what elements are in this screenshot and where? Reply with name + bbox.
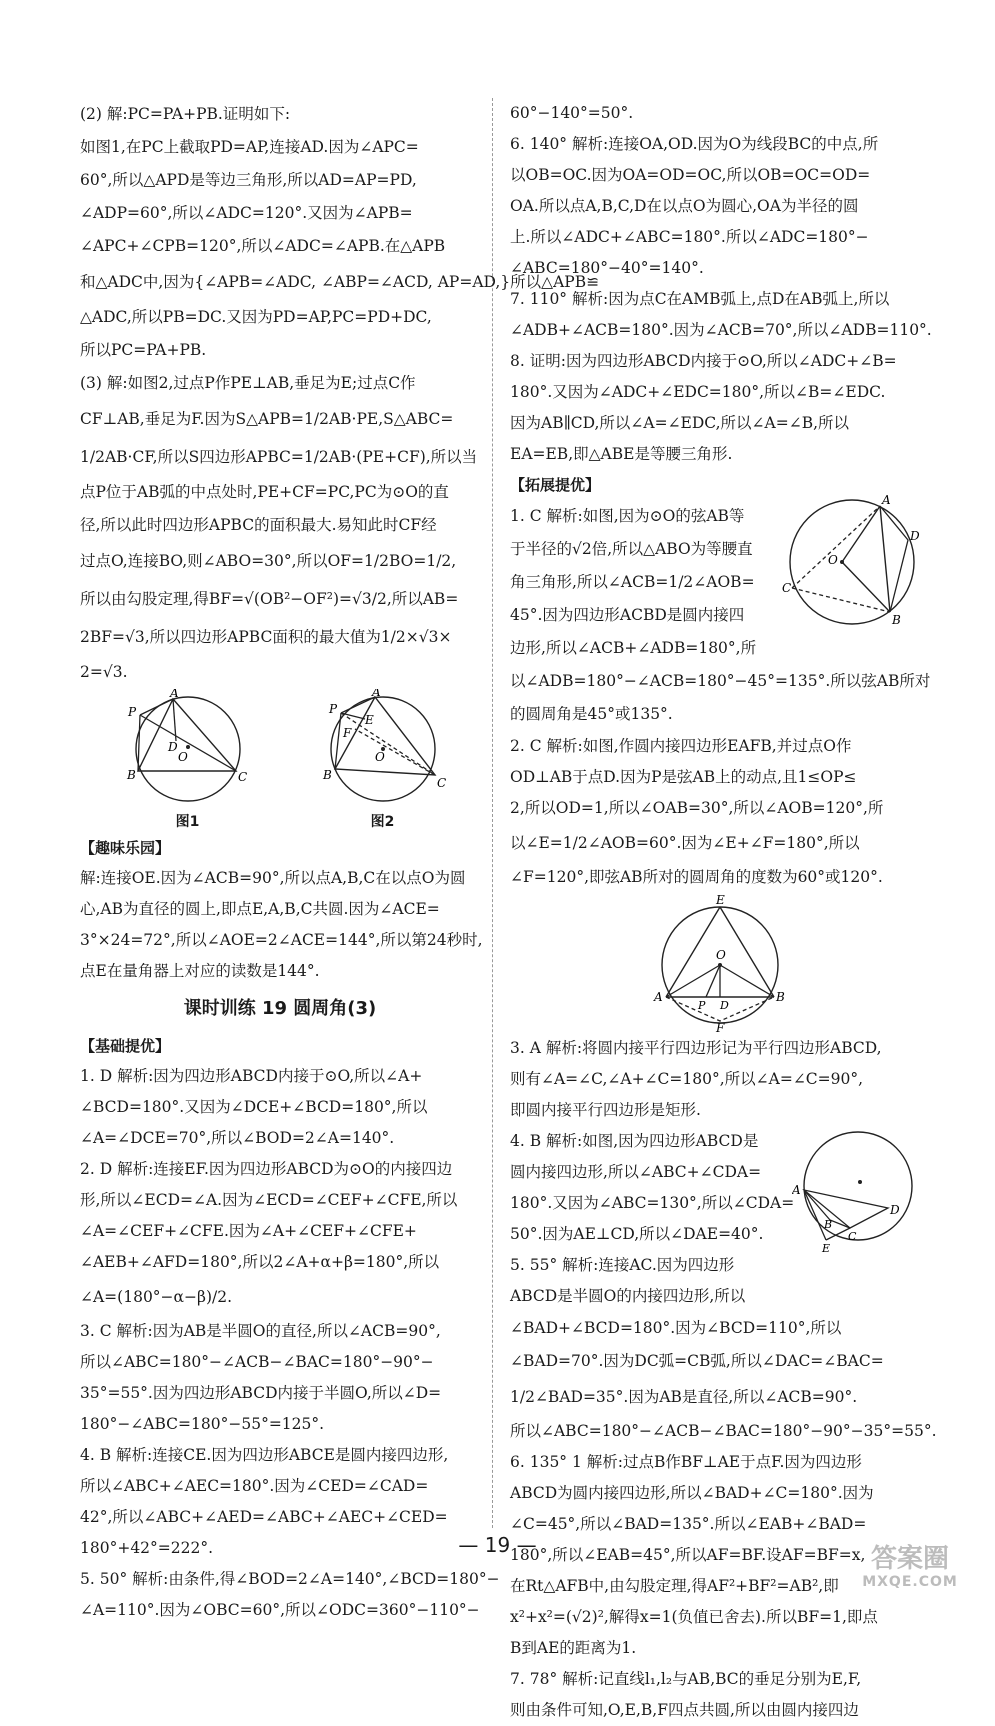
section-heading-basic: 【基础提优】 (80, 1037, 171, 1055)
page-number: — 19 — (458, 1533, 537, 1557)
svg-text:B: B (126, 768, 136, 782)
text-line: ∠BAD=70°.因为DC弧=CB弧,所以∠DAC=∠BAC= (510, 1352, 884, 1370)
figure-2-caption: 图2 (370, 814, 395, 830)
svg-text:A: A (882, 493, 891, 507)
text-line: 所以由勾股定理,得BF=√(OB²−OF²)=√3/2,所以AB= (80, 590, 459, 608)
text-line: B到AE的距离为1. (510, 1639, 637, 1657)
svg-text:C: C (782, 581, 792, 595)
text-line: 1/2∠BAD=35°.因为AB是直径,所以∠ACB=90°. (510, 1388, 858, 1406)
text-line: △ADC,所以PB=DC.又因为PD=AP,PC=PD+DC, (80, 308, 432, 326)
figure-1 (118, 689, 258, 833)
text-line: 圆内接四边形,所以∠ABC+∠CDA= (510, 1163, 762, 1181)
svg-text:B: B (824, 1218, 833, 1231)
svg-text:P: P (127, 705, 136, 719)
text-line: ∠A=∠CEF+∠CFE.因为∠A+∠CEF+∠CFE+ (80, 1222, 417, 1240)
text-line: ∠C=45°,所以∠BAD=135°.所以∠EAB+∠BAD= (510, 1515, 867, 1533)
svg-text:A: A (792, 1183, 801, 1197)
problem-e4-e5 (510, 1126, 928, 1312)
text-line: EA=EB,即△ABE是等腰三角形. (510, 445, 733, 463)
text-line: 5. 50° 解析:由条件,得∠BOD=2∠A=140°,∠BCD=180°− (80, 1570, 500, 1588)
svg-text:C: C (237, 770, 247, 784)
text-line: 60°,所以△APD是等边三角形,所以AD=AP=PD, (80, 171, 417, 189)
svg-text:C: C (848, 1230, 857, 1243)
text-line: 2=√3. (80, 663, 128, 681)
text-line: 过点O,连接BO,则∠ABO=30°,所以OF=1/2BO=1/2, (80, 552, 457, 570)
svg-text:E: E (716, 893, 725, 907)
svg-text:O: O (716, 948, 726, 962)
svg-text:E: E (364, 713, 374, 727)
text-line: ∠AEB+∠AFD=180°,所以2∠A+α+β=180°,所以 (80, 1253, 440, 1271)
text-line: 所以∠ABC=180°−∠ACB−∠BAC=180°−90°− (80, 1353, 434, 1371)
text-line: 则由条件可知,O,E,B,F四点共圆,所以由圆内接四边 (510, 1701, 859, 1719)
figure-1-diagram (118, 689, 258, 807)
svg-text:A: A (654, 990, 663, 1004)
lesson-title: 课时训练 19 圆周角(3) (183, 998, 377, 1019)
text-line: 1/2AB·CF,所以S四边形APBC=1/2AB·(PE+CF),所以当 (80, 448, 478, 466)
svg-text:O: O (374, 750, 385, 764)
svg-text:B: B (892, 613, 901, 627)
text-line: 则有∠A=∠C,∠A+∠C=180°,所以∠A=∠C=90°, (510, 1070, 864, 1088)
figures-row (90, 689, 480, 833)
svg-text:O: O (177, 750, 188, 764)
text-line: 6. 135° 1 解析:过点B作BF⊥AE于点F.因为四边形 (510, 1453, 862, 1471)
svg-text:C: C (436, 776, 446, 790)
svg-text:O: O (828, 553, 838, 567)
text-line: 180°−∠ABC=180°−55°=125°. (80, 1415, 325, 1433)
text-line: 点P位于AB弧的中点处时,PE+CF=PC,PC为⊙O的直 (80, 483, 449, 501)
svg-text:D: D (910, 529, 920, 543)
text-line: 角三角形,所以∠ACB=1/2∠AOB= (510, 573, 755, 591)
text-line: 3. A 解析:将圆内接平行四边形记为平行四边形ABCD, (510, 1039, 882, 1057)
text-line: ABCD为圆内接四边形,所以∠BAD+∠C=180°.因为 (510, 1484, 874, 1502)
text-line: 解:连接OE.因为∠ACB=90°,所以点A,B,C在以点O为圆 (80, 869, 466, 887)
watermark-title: 答案圈 (870, 1544, 949, 1574)
text-line: 即圆内接平行四边形是矩形. (510, 1101, 701, 1119)
right-column (510, 98, 937, 1726)
text-line: 42°,所以∠ABC+∠AED=∠ABC+∠AEC+∠CED= (80, 1508, 448, 1526)
text-line: 6. 140° 解析:连接OA,OD.因为O为线段BC的中点,所 (510, 135, 879, 153)
svg-text:D: D (720, 999, 729, 1012)
text-line: 3°×24=72°,所以∠AOE=2∠ACE=144°,所以第24秒时, (80, 931, 483, 949)
text-line: ABCD是半圆O的内接四边形,所以 (510, 1287, 746, 1305)
svg-text:F: F (342, 726, 351, 740)
svg-text:E: E (822, 1242, 831, 1255)
text-line: 180°.又因为∠ABC=130°,所以∠CDA= (510, 1194, 795, 1212)
text-line: 以OB=OC.因为OA=OD=OC,所以OB=OC=OD= (510, 166, 871, 184)
text-line: 以∠ADB=180°−∠ACB=180°−45°=135°.所以弦AB所对 (510, 672, 931, 690)
svg-text:B: B (322, 768, 332, 782)
text-line: 于半径的√2倍,所以△ABO为等腰直 (510, 540, 753, 558)
text-line: 180°,所以∠EAB=45°,所以AF=BF.设AF=BF=x, (510, 1546, 866, 1564)
text-line: ∠A=(180°−α−β)/2. (80, 1288, 233, 1306)
figure-e4-diagram (792, 1128, 924, 1256)
svg-text:F: F (716, 1021, 725, 1033)
figure-e2-diagram (650, 893, 790, 1033)
text-line: 形,所以∠ECD=∠A.因为∠ECD=∠CEF+∠CFE,所以 (80, 1191, 458, 1209)
text-line: 上.所以∠ADC+∠ABC=180°.所以∠ADC=180°− (510, 228, 869, 246)
text-line: 5. 55° 解析:连接AC.因为四边形 (510, 1256, 735, 1274)
text-line: 3. C 解析:因为AB是半圆O的直径,所以∠ACB=90°, (80, 1322, 441, 1340)
figure-2 (313, 689, 453, 833)
text-line: 和△ADC中,因为{∠APB=∠ADC, ∠ABP=∠ACD, AP=AD,}所以△APB≌ (80, 273, 600, 291)
text-line: CF⊥AB,垂足为F.因为S△APB=1/2AB·PE,S△ABC= (80, 410, 454, 428)
svg-text:D: D (890, 1203, 900, 1217)
text-line: 2,所以OD=1,所以∠OAB=30°,所以∠AOB=120°,所 (510, 799, 884, 817)
column-divider (492, 98, 493, 1528)
text-line: 45°.因为四边形ACBD是圆内接四 (510, 606, 745, 624)
section-heading-extension: 【拓展提优】 (510, 476, 601, 494)
text-line: 180°.又因为∠ADC+∠EDC=180°,所以∠B=∠EDC. (510, 383, 886, 401)
text-line: 60°−140°=50°. (510, 104, 634, 122)
text-line: OA.所以点A,B,C,D在以点O为圆心,OA为半径的圆 (510, 197, 859, 215)
text-line: x²+x²=(√2)²,解得x=1(负值已舍去).所以BF=1,即点 (510, 1608, 878, 1626)
text-line: 所以PC=PA+PB. (80, 341, 207, 359)
text-line: 2. D 解析:连接EF.因为四边形ABCD为⊙O的内接四边 (80, 1160, 453, 1178)
text-line: 在Rt△AFB中,由勾股定理,得AF²+BF²=AB²,即 (510, 1577, 839, 1595)
figure-e2 (510, 893, 928, 1033)
svg-text:B: B (776, 990, 785, 1004)
text-line: 如图1,在PC上截取PD=AP,连接AD.因为∠APC= (80, 138, 419, 156)
text-line: (2) 解:PC=PA+PB.证明如下: (80, 105, 291, 123)
watermark-url: MXQE.COM (862, 1574, 958, 1590)
text-line: ∠BAD+∠BCD=180°.因为∠BCD=110°,所以 (510, 1319, 842, 1337)
text-line: 以∠E=1/2∠AOB=60°.因为∠E+∠F=180°,所以 (510, 834, 860, 852)
watermark-logo (850, 1545, 970, 1595)
text-line: ∠BCD=180°.又因为∠DCE+∠BCD=180°,所以 (80, 1098, 428, 1116)
figure-e1-diagram (782, 492, 928, 632)
text-line: 点E在量角器上对应的读数是144°. (80, 962, 320, 980)
svg-text:A: A (169, 689, 179, 700)
text-line: 1. C 解析:如图,因为⊙O的弦AB等 (510, 507, 745, 525)
problem-e1 (510, 493, 931, 731)
text-line: 的圆周角是45°或135°. (510, 705, 673, 723)
text-line: 50°.因为AE⊥CD,所以∠DAE=40°. (510, 1225, 764, 1243)
figure-1-caption: 图1 (175, 814, 200, 830)
text-line: 径,所以此时四边形APBC的面积最大.易知此时CF经 (80, 516, 437, 534)
text-line: ∠A=110°.因为∠OBC=60°,所以∠ODC=360°−110°− (80, 1601, 480, 1619)
text-line: 4. B 解析:连接CE.因为四边形ABCE是圆内接四边形, (80, 1446, 449, 1464)
text-line: 2BF=√3,所以四边形APBC面积的最大值为1/2×√3× (80, 628, 452, 646)
svg-text:D: D (167, 740, 178, 754)
text-line: ∠A=∠DCE=70°,所以∠BOD=2∠A=140°. (80, 1129, 395, 1147)
text-line: ∠ADB+∠ACB=180°.因为∠ACB=70°,所以∠ADB=110°. (510, 321, 932, 339)
text-line: 心,AB为直径的圆上,即点E,A,B,C共圆.因为∠ACE= (80, 900, 440, 918)
text-line: ∠APC+∠CPB=120°,所以∠ADC=∠APB.在△APB (80, 237, 446, 255)
text-line: 1. D 解析:因为四边形ABCD内接于⊙O,所以∠A+ (80, 1067, 423, 1085)
text-line: 2. C 解析:如图,作圆内接四边形EAFB,并过点O作 (510, 737, 852, 755)
text-line: 边形,所以∠ACB+∠ADB=180°,所 (510, 639, 757, 657)
text-line: ∠F=120°,即弦AB所对的圆周角的度数为60°或120°. (510, 868, 883, 886)
text-line: OD⊥AB于点D.因为P是弦AB上的动点,且1≤OP≤ (510, 768, 857, 786)
text-line: 所以∠ABC+∠AEC=180°.因为∠CED=∠CAD= (80, 1477, 429, 1495)
text-line: (3) 解:如图2,过点P作PE⊥AB,垂足为E;过点C作 (80, 374, 416, 392)
svg-text:P: P (328, 702, 337, 716)
text-line: 7. 110° 解析:因为点C在AMB弧上,点D在AB弧上,所以 (510, 290, 890, 308)
text-line: 35°=55°.因为四边形ABCD内接于半圆O,所以∠D= (80, 1384, 442, 1402)
text-line: 4. B 解析:如图,因为四边形ABCD是 (510, 1132, 759, 1150)
text-line: ∠ADP=60°,所以∠ADC=120°.又因为∠APB= (80, 204, 413, 222)
svg-text:P: P (698, 999, 706, 1012)
section-heading-fun: 【趣味乐园】 (80, 839, 171, 857)
text-line: 8. 证明:因为四边形ABCD内接于⊙O,所以∠ADC+∠B= (510, 352, 897, 370)
text-line: 因为AB∥CD,所以∠A=∠EDC,所以∠A=∠B,所以 (510, 414, 850, 432)
text-line: 7. 78° 解析:记直线l₁,l₂与AB,BC的垂足分别为E,F, (510, 1670, 862, 1688)
text-line: 所以∠ABC=180°−∠ACB−∠BAC=180°−90°−35°=55°. (510, 1422, 937, 1440)
text-line: 180°+42°=222°. (80, 1539, 214, 1557)
figure-2-diagram (313, 689, 453, 807)
svg-text:A: A (371, 689, 381, 699)
text-line: ∠ABC=180°−40°=140°. (510, 259, 704, 277)
